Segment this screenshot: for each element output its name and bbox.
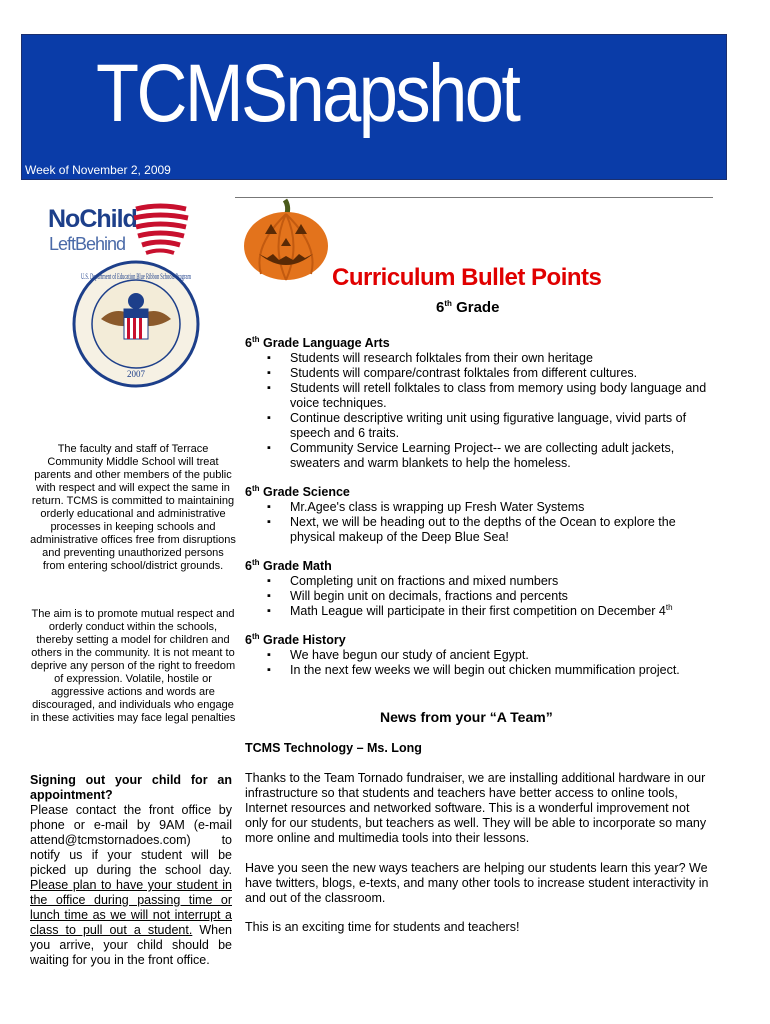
nclb-logo-subtext: LeftBehind bbox=[49, 234, 126, 254]
newsletter-banner bbox=[21, 34, 727, 180]
newsletter-title: TCMSnapshot bbox=[96, 48, 519, 139]
list-item: ▪ We have begun our study of ancient Egypt. bbox=[245, 648, 715, 663]
news-title: News from your “A Team” bbox=[380, 709, 553, 725]
list-item: ▪ In the next few weeks we will begin out chicken mummification project. bbox=[245, 663, 715, 678]
list-item: ▪ Mr.Agee's class is wrapping up Fresh Water Systems bbox=[245, 500, 715, 515]
blue-ribbon-schools-seal bbox=[71, 259, 201, 389]
grade-heading: 6th Grade bbox=[436, 299, 500, 316]
section-heading: 6th Grade Math bbox=[245, 557, 332, 573]
list-item: ▪ Students will research folktales from their own heritage bbox=[245, 351, 715, 366]
list-item: ▪ Students will compare/contrast folktales from different cultures. bbox=[245, 366, 715, 381]
science-section bbox=[245, 485, 715, 545]
technology-paragraph: This is an exciting time for students and teachers! bbox=[245, 920, 520, 934]
technology-paragraph: Have you seen the new ways teachers are helping our students learn this year? We have twitters, blogs, e-texts, and many other tools to increase student interactivity in and out of the classroom. bbox=[245, 861, 709, 905]
technology-heading: TCMS Technology – Ms. Long bbox=[245, 741, 422, 755]
list-item: ▪ Community Service Learning Project-- we are collecting adult jackets, sweaters and warm blankets to help the homeless. bbox=[245, 441, 715, 471]
list-item: ▪ Will begin unit on decimals, fractions and percents bbox=[245, 589, 715, 604]
language-arts-section bbox=[245, 336, 715, 471]
history-section bbox=[245, 633, 715, 678]
sign-out-policy: Please plan to have your student in the office during passing time or lunch time as we will not interrupt a class to pull out a student. bbox=[30, 878, 232, 937]
sign-out-instructions: Please contact the front office by phone or e-mail by 9AM (e-mail attend@tcmstornadoes.com) to notify us if your student will be picked up during the school day. bbox=[30, 803, 232, 877]
respect-policy-paragraph: The faculty and staff of Terrace Community Middle School will treat parents and other members of the public with respect and will expect the same in return. TCMS is committed to maintaining orderly educational and administrative processes in keeping schools and administrative offices free from disruptions and preventing unauthorized persons from entering school/district grounds. bbox=[30, 443, 236, 572]
section-heading: 6th Grade Language Arts bbox=[245, 334, 390, 350]
list-item: ▪ Students will retell folktales to class from memory using body language and voice techniques. bbox=[245, 381, 715, 411]
issue-date: Week of November 2, 2009 bbox=[25, 163, 171, 177]
list-item: ▪ Continue descriptive writing unit using figurative language, vivid parts of speech and 6 traits. bbox=[245, 411, 715, 441]
curriculum-title: Curriculum Bullet Points bbox=[332, 264, 602, 291]
math-section bbox=[245, 559, 715, 619]
section-heading: 6th Grade Science bbox=[245, 483, 350, 499]
list-item: ▪ Completing unit on fractions and mixed numbers bbox=[245, 574, 715, 589]
jack-o-lantern-icon bbox=[241, 196, 331, 282]
nclb-logo-wordmark: NoChild bbox=[48, 205, 137, 233]
technology-paragraph: Thanks to the Team Tornado fundraiser, we are installing additional hardware in our infrastructure so that students and teachers have better access to online tools, Internet resources and networked software. This is a wonderful improvement not only for our students, but teachers as well. They will be able to incorporate so many more online and multimedia tools into their lessons. bbox=[245, 771, 707, 845]
list-item: ▪ Math League will participate in their first competition on December 4th bbox=[245, 604, 715, 619]
sign-out-arrival: When you arrive, your child should be waiting for you in the front office. bbox=[30, 923, 232, 967]
sign-out-heading: Signing out your child for an appointment? bbox=[30, 773, 232, 802]
no-child-left-behind-logo bbox=[48, 203, 188, 263]
sign-out-notice bbox=[30, 773, 232, 968]
seal-year: 2007 bbox=[127, 369, 145, 379]
seal-ring-text: U.S. Department of Education Blue Ribbon Schools Program bbox=[81, 272, 192, 281]
section-heading: 6th Grade History bbox=[245, 631, 346, 647]
flag-stripes-icon bbox=[132, 203, 190, 261]
conduct-policy-paragraph: The aim is to promote mutual respect and orderly conduct within the schools, thereby setting a model for children and others in the community. It is not meant to deprive any person of the right to freedom of expression. Volatile, hostile or aggressive actions and words are discouraged, and individuals who engage in these activities may face legal penalties bbox=[30, 608, 236, 724]
list-item: ▪ Next, we will be heading out to the depths of the Ocean to explore the physical makeup of the Deep Blue Sea! bbox=[245, 515, 715, 545]
